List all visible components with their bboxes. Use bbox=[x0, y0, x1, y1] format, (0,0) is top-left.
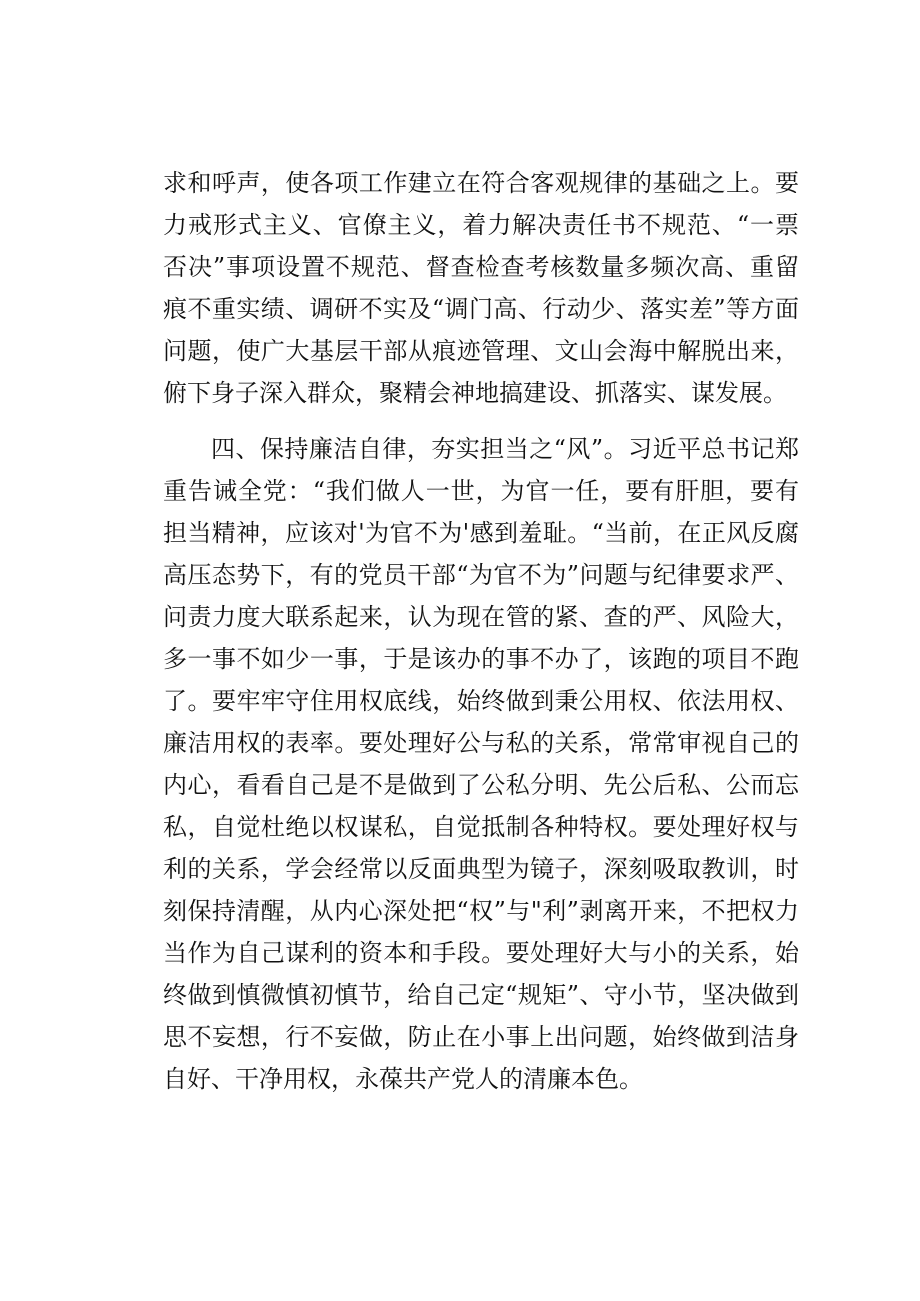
paragraph-continuation: 求和呼声，使各项工作建立在符合客观规律的基础之上。要力戒形式主义、官僚主义，着力解决责任书不规范、“一票否决”事项设置不规范、督查检查考核数量多频次高、重留痕不重实绩、调研不实及“调门高、行动少、落实差”等方面问题，使广大基层干部从痕迹管理、文山会海中解脱出来，俯下身子深入群众，聚精会神地搞建设、抓落实、谋发展。 bbox=[163, 169, 799, 407]
document-body bbox=[163, 162, 799, 1100]
paragraph-section-four: 四、保持廉洁自律，夯实担当之“风”。习近平总书记郑重告诫全党：“我们做人一世，为官一任，要有肝胆，要有担当精神，应该对'为官不为'感到羞耻。“当前，在正风反腐高压态势下，有的党员干部“为官不为”问题与纪律要求严、问责力度大联系起来，认为现在管的紧、查的严、风险大，多一事不如少一事，于是该办的事不办了，该跑的项目不跑了。要牢牢守住用权底线，始终做到秉公用权、依法用权、廉洁用权的表率。要处理好公与私的关系，常常审视自己的内心，看看自己是不是做到了公私分明、先公后私、公而忘私，自觉杜绝以权谋私，自觉抵制各种特权。要处理好权与利的关系，学会经常以反面典型为镜子，深刻吸取教训，时刻保持清醒，从内心深处把“权”与"利”剥离开来，不把权力当作为自己谋利的资本和手段。要处理好大与小的关系，始终做到慎微慎初慎节，给自己定“规矩”、守小节，坚决做到思不妄想，行不妄做，防止在小事上出问题，始终做到洁身自好、干净用权，永葆共产党人的清廉本色。 bbox=[163, 435, 799, 1093]
